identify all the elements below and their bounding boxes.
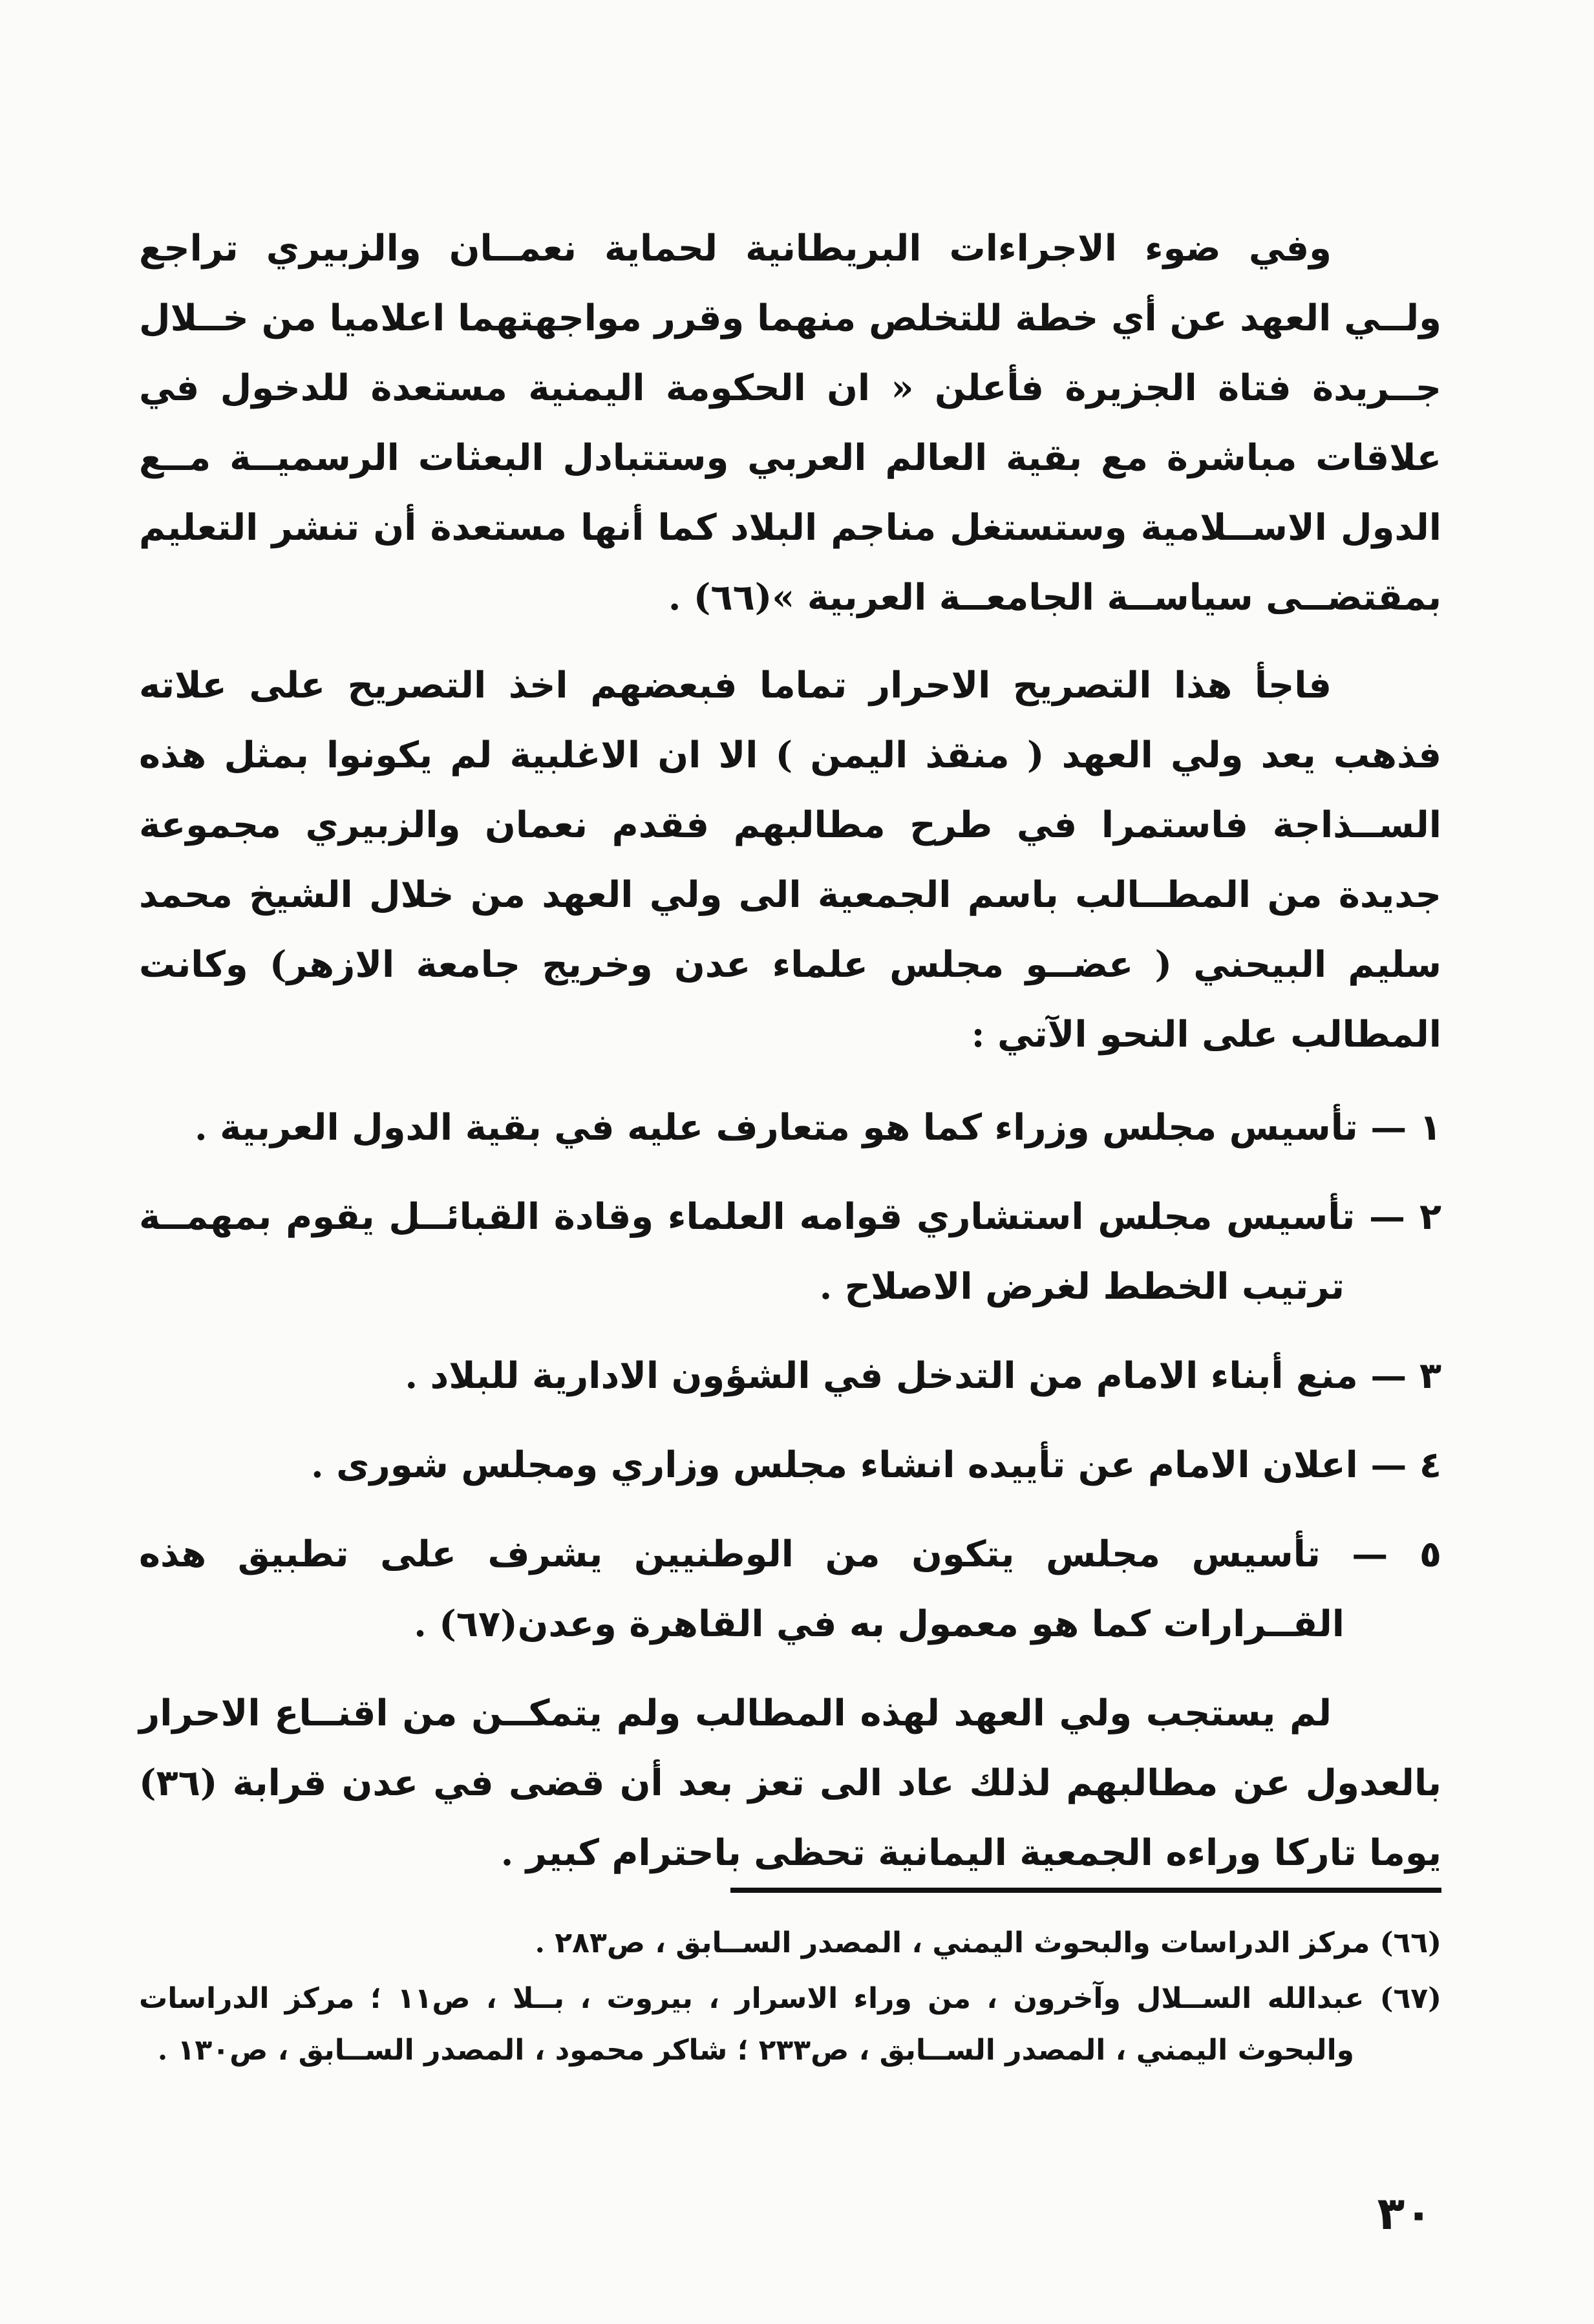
- list-item-5: ٥ — تأسيس مجلس يتكون من الوطنيين يشرف على تطبيق هذه القــرارات كما هو معمول به في القاهرة وعدن(٦٧) .: [139, 1533, 1441, 1645]
- list-item-1: ١ — تأسيس مجلس وزراء كما هو متعارف عليه في بقية الدول العربية .: [195, 1106, 1441, 1149]
- paragraph-closing: لم يستجب ولي العهد لهذه المطالب ولم يتمكــن من اقنــاع الاحرار بالعدول عن مطالبهم لذلك عاد الى تعز بعد أن قضى في عدن قرابة (٣٦) يوما تاركا وراءه الجمعية اليمانية تحظى باحترام كبير .: [139, 1692, 1442, 1874]
- footnote-67: (٦٧) عبدالله الســلال وآخرون ، من وراء الاسرار ، بيروت ، بــلا ، ص١١ ؛ مركز الدراسات والبحوث اليمني ، المصدر الســابق ، ص٢٣٣ ؛ شاكر محمود ، المصدر الســابق ، ص١٣٠ .: [139, 1982, 1441, 2067]
- footnotes: [139, 1917, 1441, 2076]
- paragraph-intro: وفي ضوء الاجراءات البريطانية لحماية نعمــان والزبيري تراجع ولــي العهد عن أي خطة للتخلص منهما وقرر مواجهتهما اعلاميا من خــلال جــريدة فتاة الجزيرة فأعلن « ان الحكومة اليمنية مستعدة للدخول في علاقات مباشرة مع بقية العالم العربي وستتبادل البعثات الرسميــة مــع الدول الاســلامية وستستغل مناجم البلاد كما أنها مستعدة أن تنشر التعليم بمقتضــى سياســة الجامعــة العربية »(٦٦) .: [139, 227, 1441, 619]
- footnote-66: (٦٦) مركز الدراسات والبحوث اليمني ، المصدر الســابق ، ص٢٨٣ .: [535, 1926, 1441, 1959]
- demands-list: [139, 1093, 1441, 1659]
- footnote-section: [139, 1888, 1441, 2080]
- list-item-2: ٢ — تأسيس مجلس استشاري قوامه العلماء وقادة القبائــل يقوم بمهمــة ترتيب الخطط لغرض الاصلاح .: [139, 1195, 1441, 1308]
- body-text: [139, 213, 1441, 1888]
- list-item-4: ٤ — اعلان الامام عن تأييده انشاء مجلس وزاري ومجلس شورى .: [311, 1444, 1441, 1486]
- footnote-separator: [730, 1888, 1441, 1893]
- paragraph-reaction: فاجأ هذا التصريح الاحرار تماما فبعضهم اخذ التصريح على علاته فذهب يعد ولي العهد ( منقذ اليمن ) الا ان الاغلبية لم يكونوا بمثل هذه الســذاجة فاستمرا في طرح مطالبهم فقدم نعمان والزبيري مجموعة جديدة من المطــالب باسم الجمعية الى ولي العهد من خلال الشيخ محمد سليم البيحني ( عضــو مجلس علماء عدن وخريج جامعة الازهر) وكانت المطالب على النحو الآتي :: [139, 664, 1441, 1056]
- page-number: ٣٠: [1377, 2186, 1432, 2240]
- list-item-3: ٣ — منع أبناء الامام من التدخل في الشؤون الادارية للبلاد .: [405, 1354, 1441, 1397]
